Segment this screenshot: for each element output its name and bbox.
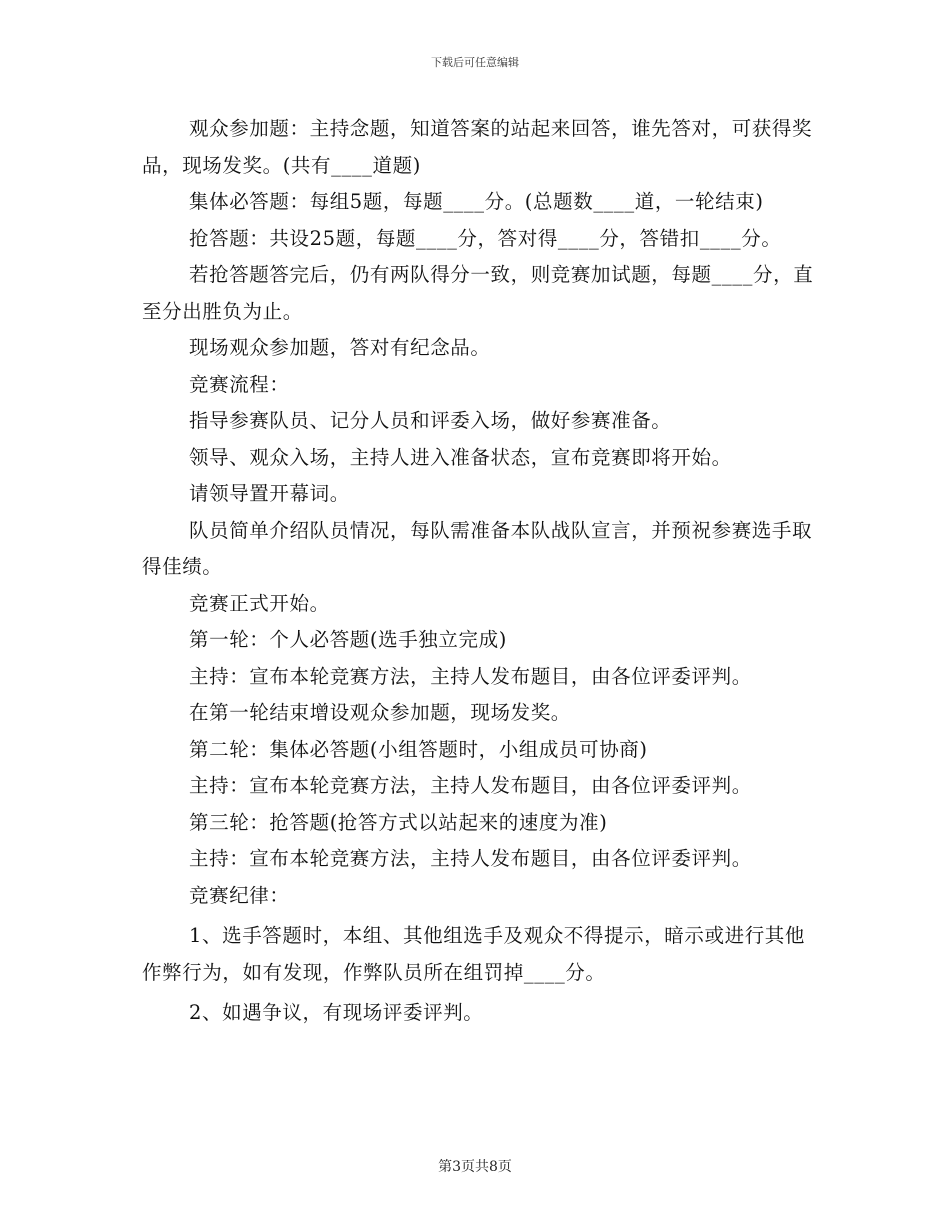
paragraph: 第二轮：集体必答题(小组答题时，小组成员可协商)	[189, 737, 648, 761]
paragraph: 观众参加题：主持念题，知道答案的站起来回答，谁先答对，可获得奖品，现场发奖。(共有____道题)	[142, 117, 813, 177]
paragraph: 现场观众参加题，答对有纪念品。	[189, 336, 491, 359]
paragraph: 主持：宣布本轮竞赛方法，主持人发布题目，由各位评委评判。	[189, 774, 752, 797]
paragraph: 领导、观众入场，主持人进入准备状态，宣布竞赛即将开始。	[189, 445, 732, 469]
document-body	[142, 111, 822, 1032]
page-footer: 第3页共8页	[438, 1159, 512, 1175]
paragraph: 若抢答题答完后，仍有两队得分一致，则竞赛加试题，每题____分，直至分出胜负为止。	[142, 263, 814, 323]
paragraph: 队员简单介绍队员情况，每队需准备本队战队宣言，并预祝参赛选手取得佳绩。	[142, 518, 813, 578]
paragraph: 集体必答题：每组5题，每题____分。(总题数____道，一轮结束)	[189, 190, 764, 213]
numbered-item: 1、选手答题时，本组、其他组选手及观众不得提示，暗示或进行其他作弊行为，如有发现，作弊队员所在组罚掉____分。	[142, 924, 806, 984]
page-header: 下载后可任意编辑	[431, 56, 519, 69]
paragraph: 第一轮：个人必答题(选手独立完成)	[189, 628, 507, 651]
numbered-item: 2、如遇争议，有现场评委评判。	[189, 1001, 484, 1024]
paragraph: 请领导置开幕词。	[189, 482, 350, 505]
paragraph: 抢答题：共设25题，每题____分，答对得____分，答错扣____分。	[189, 226, 782, 250]
section-heading: 竞赛纪律：	[189, 883, 290, 907]
paragraph: 第三轮：抢答题(抢答方式以站起来的速度为准)	[189, 810, 608, 834]
section-heading: 竞赛流程：	[189, 372, 290, 396]
paragraph: 指导参赛队员、记分人员和评委入场，做好参赛准备。	[189, 409, 672, 432]
paragraph: 在第一轮结束增设观众参加题，现场发奖。	[189, 701, 571, 724]
paragraph: 主持：宣布本轮竞赛方法，主持人发布题目，由各位评委评判。	[189, 664, 752, 688]
paragraph: 竞赛正式开始。	[189, 591, 330, 615]
paragraph: 主持：宣布本轮竞赛方法，主持人发布题目，由各位评委评判。	[189, 847, 752, 870]
